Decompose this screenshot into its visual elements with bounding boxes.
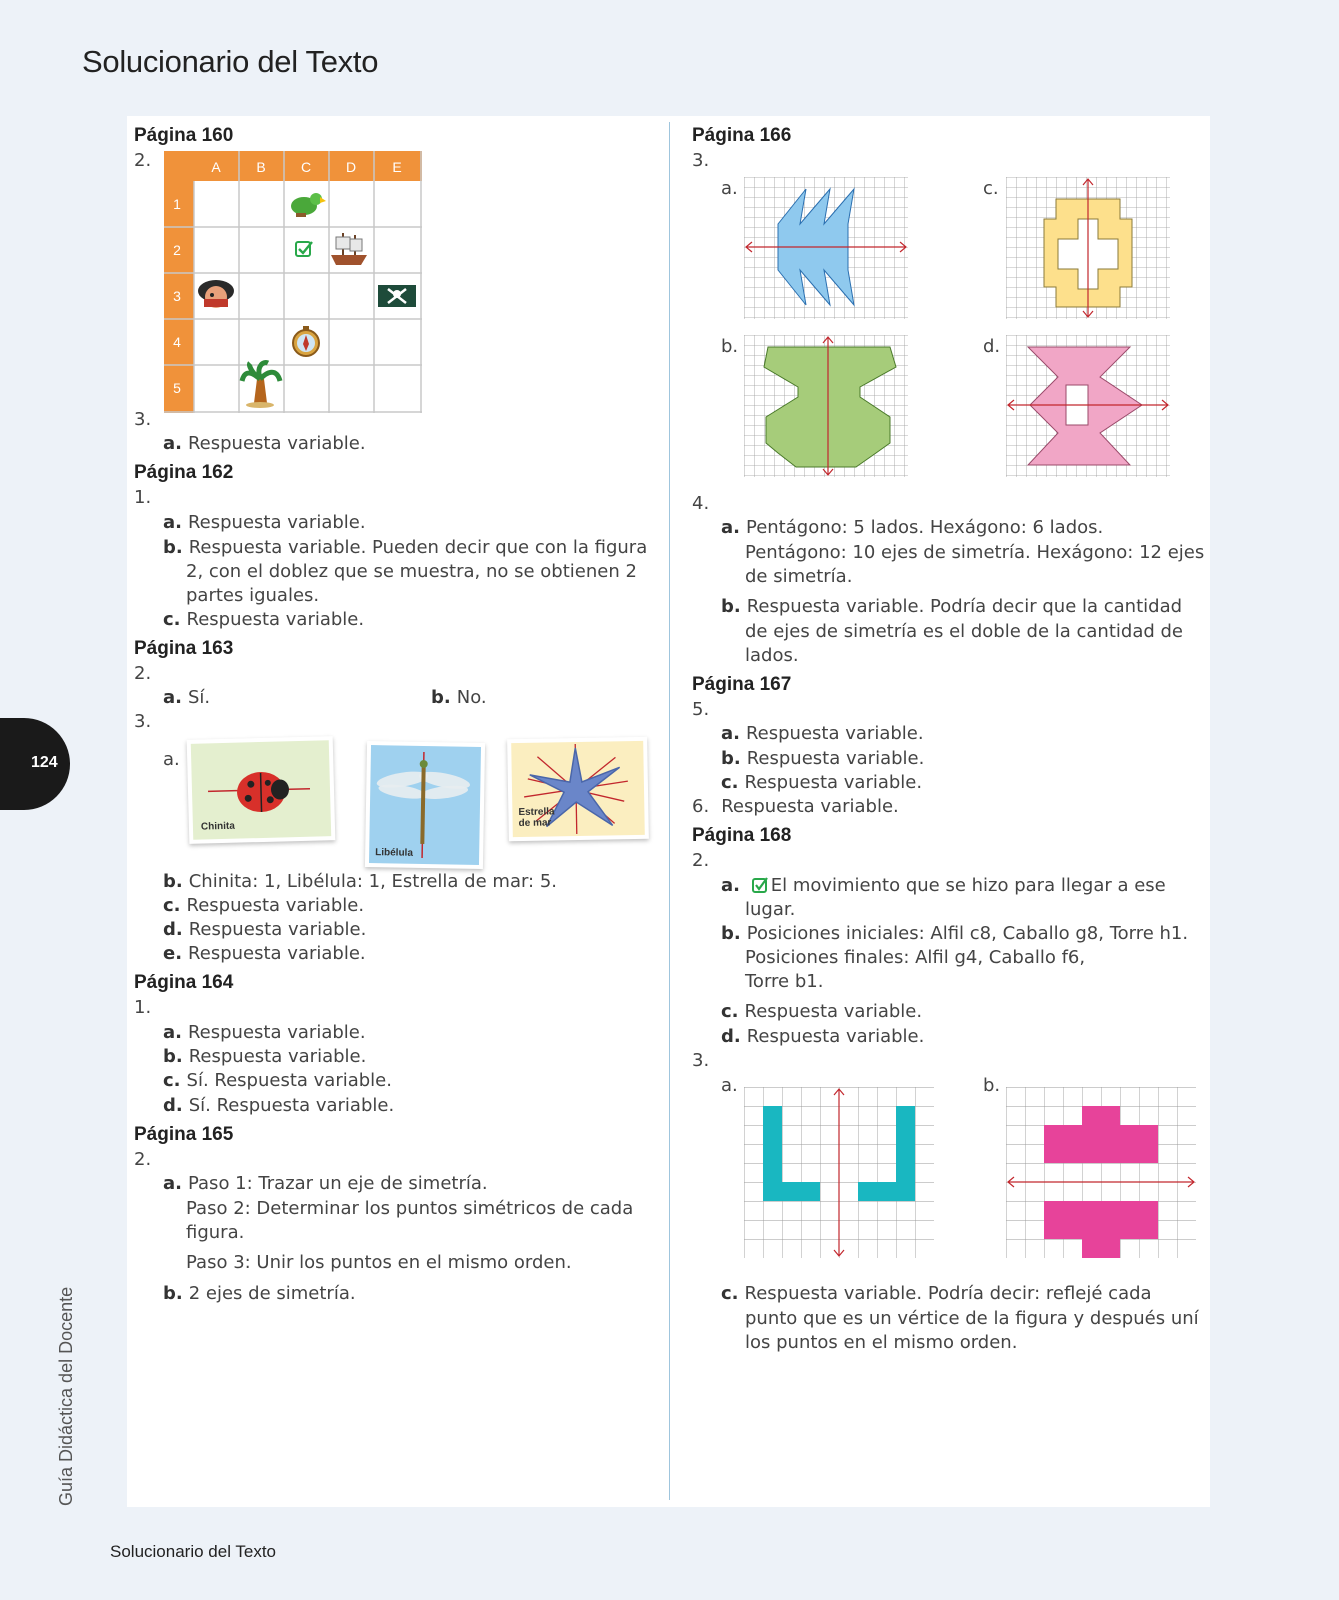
answer-line: d. Respuesta variable. <box>721 1026 925 1047</box>
col-label: E <box>392 159 402 175</box>
row-label: 4 <box>173 334 181 350</box>
answer-line: 2, con el doblez que se muestra, no se obtienen 2 <box>186 561 637 582</box>
answer-line: b. Chinita: 1, Libélula: 1, Estrella de mar: 5. <box>163 871 558 892</box>
heading-pagina-163: Página 163 <box>134 638 234 659</box>
answer-line: Torre b1. <box>745 971 824 992</box>
answer-line: b. Respuesta variable. Podría decir que la cantidad <box>721 596 1183 617</box>
starfish-card <box>507 737 649 841</box>
answer-line: lugar. <box>745 899 796 920</box>
q-number: 1. <box>134 997 152 1018</box>
row-label: 5 <box>173 380 181 396</box>
page-title: Solucionario del Texto <box>82 44 379 79</box>
symmetry-figure-a <box>744 177 908 319</box>
answer-line: a. Respuesta variable. <box>721 723 924 744</box>
answer-line: a. Respuesta variable. <box>163 1022 366 1043</box>
col-label: C <box>300 159 312 175</box>
answer-line: c. Respuesta variable. <box>721 772 923 793</box>
figure-label: d. <box>983 336 1001 357</box>
q-number: 1. <box>134 487 152 508</box>
answer-line: a. <box>163 749 180 770</box>
heading-pagina-162: Página 162 <box>134 462 234 483</box>
answer-line: c. Respuesta variable. <box>163 895 365 916</box>
answer-line: lados. <box>745 645 799 666</box>
q-number: 5. <box>692 699 710 720</box>
check-icon <box>752 877 768 893</box>
heading-pagina-167: Página 167 <box>692 674 792 695</box>
answer-line: b. 2 ejes de simetría. <box>163 1283 356 1304</box>
answer-line: Posiciones finales: Alfil g4, Caballo f6, <box>745 947 1086 968</box>
heading-pagina-160: Página 160 <box>134 125 234 146</box>
heading-pagina-164: Página 164 <box>134 972 234 993</box>
answer-line: c. Sí. Respuesta variable. <box>163 1070 392 1091</box>
answer-line: d. Respuesta variable. <box>163 919 367 940</box>
heading-pagina-166: Página 166 <box>692 125 792 146</box>
answer-line: Paso 3: Unir los puntos en el mismo orden. <box>186 1252 572 1273</box>
answer-line: 6. Respuesta variable. <box>692 796 899 817</box>
answer-line: a. El movimiento que se hizo para llegar a ese <box>721 875 1166 896</box>
figure-label: a. <box>721 178 738 199</box>
answer-line: punto que es un vértice de la figura y después uní <box>745 1308 1199 1329</box>
figure-label: c. <box>983 178 999 199</box>
answer-line: a. Respuesta variable. <box>163 433 366 454</box>
answer-line: Pentágono: 10 ejes de simetría. Hexágono: 12 ejes <box>745 542 1205 563</box>
row-label: 1 <box>173 196 181 212</box>
col-label: A <box>211 159 221 175</box>
answer-line: e. Respuesta variable. <box>163 943 366 964</box>
answer-line: los puntos en el mismo orden. <box>745 1332 1018 1353</box>
answer-line: figura. <box>186 1222 245 1243</box>
page-number: 124 <box>31 754 58 771</box>
reflection-figure-a <box>744 1087 934 1258</box>
q-number: 3. <box>692 150 710 171</box>
dragonfly-card <box>365 741 485 869</box>
card-label: Estrella de mar <box>518 806 555 830</box>
answer-line: a. Paso 1: Trazar un eje de simetría. <box>163 1173 488 1194</box>
treasure-map-grid <box>164 151 422 413</box>
card-label: Chinita <box>200 820 235 833</box>
answer-line: a. Pentágono: 5 lados. Hexágono: 6 lados. <box>721 517 1104 538</box>
q-number: 2. <box>692 850 710 871</box>
q-number: 2. <box>134 1149 152 1170</box>
symmetry-figure-d <box>1006 335 1170 477</box>
answer-line: partes iguales. <box>186 585 320 606</box>
answer-line: de simetría. <box>745 566 853 587</box>
pirate-flag-icon <box>378 285 416 307</box>
answer-line: Paso 2: Determinar los puntos simétricos de cada <box>186 1198 634 1219</box>
page-number-tab <box>0 718 70 810</box>
q-number: 2. <box>134 150 152 171</box>
answer-line: b. Respuesta variable. Pueden decir que con la figura <box>163 537 648 558</box>
symmetry-figure-c <box>1006 177 1170 319</box>
answer-line: b. Posiciones iniciales: Alfil c8, Caballo g8, Torre h1. <box>721 923 1189 944</box>
figure-label: a. <box>721 1075 738 1096</box>
answer-line: b. No. <box>431 687 487 708</box>
card-label: Libélula <box>375 847 414 859</box>
answer-line: c. Respuesta variable. <box>163 609 365 630</box>
ladybug-card <box>187 736 336 844</box>
answer-line: de ejes de simetría es el doble de la cantidad de <box>745 621 1183 642</box>
q-number: 4. <box>692 493 710 514</box>
answer-line: c. Respuesta variable. <box>721 1001 923 1022</box>
footer-text: Solucionario del Texto <box>110 1542 277 1561</box>
row-label: 2 <box>173 242 181 258</box>
answer-line: d. Sí. Respuesta variable. <box>163 1095 395 1116</box>
row-label: 3 <box>173 288 181 304</box>
reflection-figure-b <box>1006 1087 1196 1258</box>
heading-pagina-165: Página 165 <box>134 1124 234 1145</box>
heading-pagina-168: Página 168 <box>692 825 792 846</box>
q-number: 3. <box>134 711 152 732</box>
answer-line: b. Respuesta variable. <box>721 748 925 769</box>
q-number: 3. <box>134 409 152 430</box>
column-divider <box>669 122 670 1500</box>
figure-label: b. <box>721 336 739 357</box>
col-label: D <box>345 159 357 175</box>
figure-label: b. <box>983 1075 1001 1096</box>
answer-line: a. Sí. <box>163 687 211 708</box>
q-number: 2. <box>134 663 152 684</box>
answer-line: c. Respuesta variable. Podría decir: reflejé cada <box>721 1283 1152 1304</box>
symmetry-figure-b <box>744 335 908 477</box>
answer-line: a. Respuesta variable. <box>163 512 366 533</box>
col-label: B <box>256 159 266 175</box>
answer-line: b. Respuesta variable. <box>163 1046 367 1067</box>
q-number: 3. <box>692 1050 710 1071</box>
guide-label: Guía Didáctica del Docente <box>56 1286 76 1506</box>
